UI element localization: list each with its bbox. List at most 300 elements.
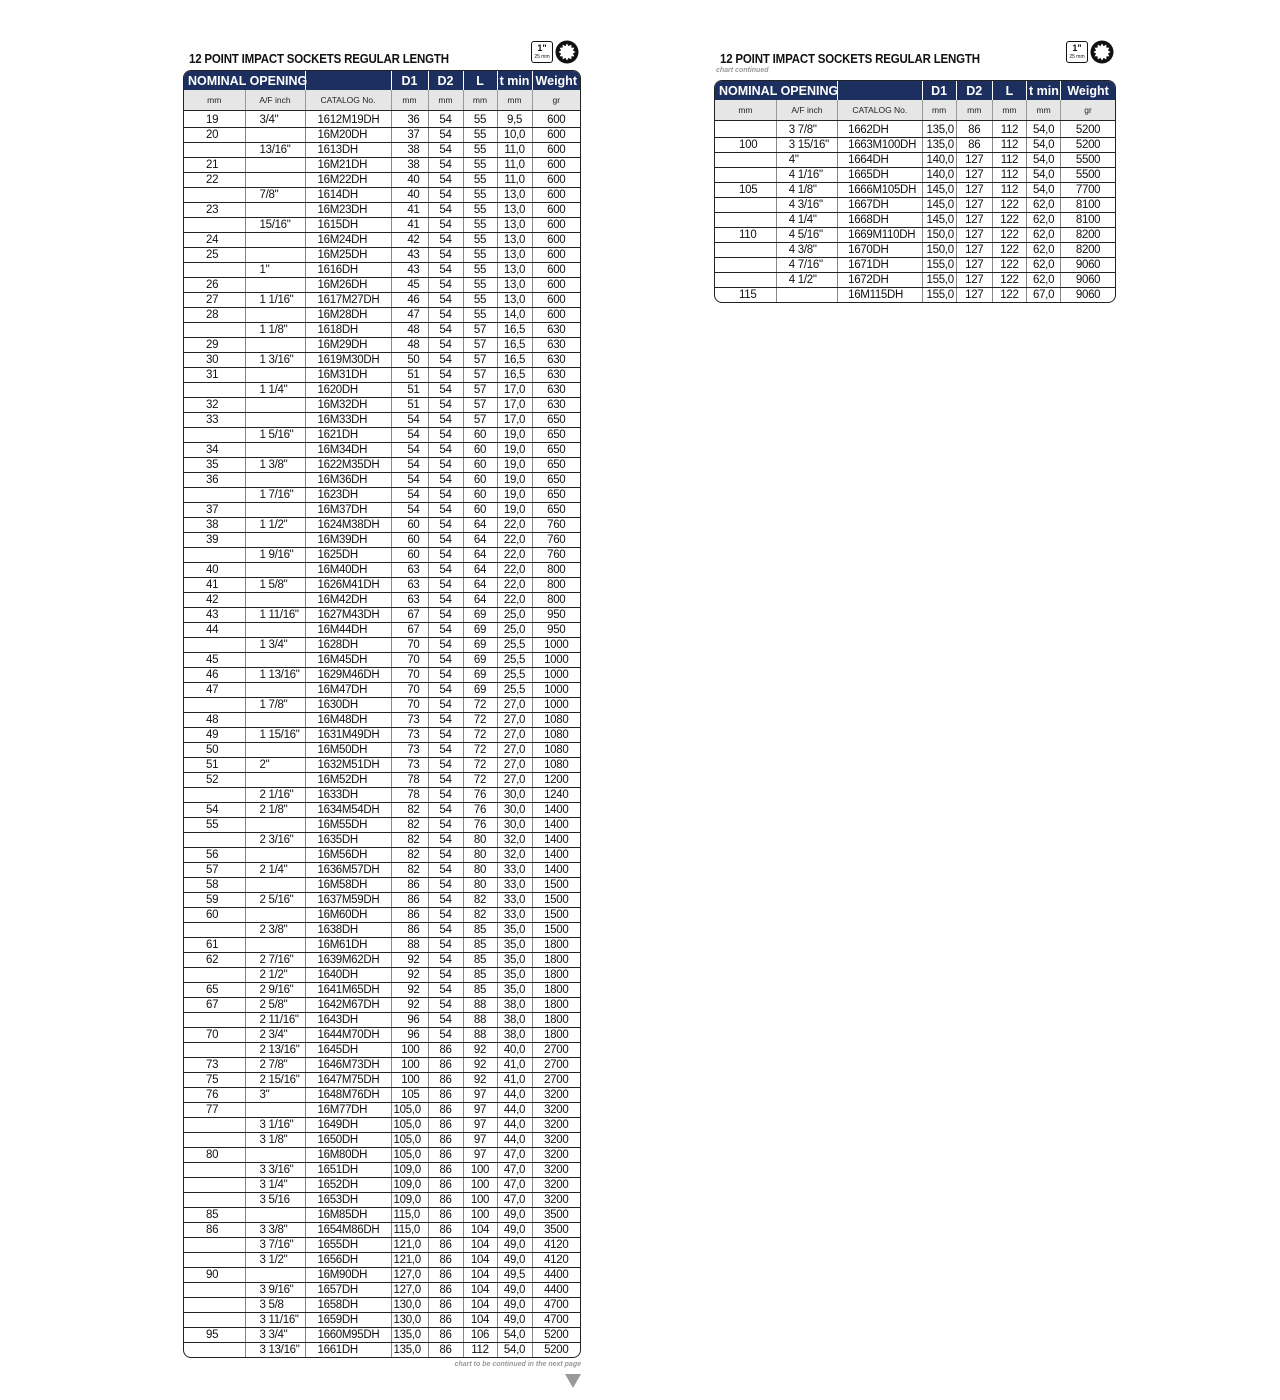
cell-tmin: 17,0 — [497, 397, 532, 412]
table-row — [184, 937, 580, 952]
cell-mm — [184, 1117, 245, 1132]
cell-d1: 47 — [391, 307, 428, 322]
cell-d1: 109,0 — [391, 1192, 428, 1207]
cell-tmin: 33,0 — [497, 862, 532, 877]
cell-af-inch — [245, 127, 305, 142]
cell-l: 82 — [463, 892, 497, 907]
cell-catalog-no: 16M28DH — [305, 307, 391, 322]
table-row — [184, 262, 580, 277]
cell-catalog-no: 16M23DH — [305, 202, 391, 217]
table-row — [184, 1222, 580, 1237]
cell-weight: 4120 — [532, 1252, 580, 1267]
cell-af-inch: 2 1/2" — [245, 967, 305, 982]
cell-af-inch: 3 9/16" — [245, 1282, 305, 1297]
cell-l: 57 — [463, 382, 497, 397]
cell-d2: 54 — [428, 427, 463, 442]
cell-catalog-no: 1631M49DH — [305, 727, 391, 742]
cell-l: 76 — [463, 802, 497, 817]
cell-catalog-no: 1659DH — [305, 1312, 391, 1327]
cell-weight: 1400 — [532, 802, 580, 817]
table-row — [184, 142, 580, 157]
cell-catalog-no: 1658DH — [305, 1297, 391, 1312]
cell-catalog-no: 1618DH — [305, 322, 391, 337]
cell-l: 80 — [463, 877, 497, 892]
cell-tmin: 54,0 — [1027, 120, 1061, 137]
cell-d2: 86 — [428, 1162, 463, 1177]
cell-l: 55 — [463, 142, 497, 157]
cell-l: 72 — [463, 697, 497, 712]
cell-d2: 54 — [428, 997, 463, 1012]
cell-af-inch — [245, 472, 305, 487]
cell-l: 92 — [463, 1042, 497, 1057]
cell-catalog-no: 1623DH — [305, 487, 391, 502]
header-nominal-opening: NOMINAL OPENING — [715, 81, 838, 100]
cell-d1: 43 — [391, 247, 428, 262]
cell-af-inch — [245, 712, 305, 727]
cell-af-inch: 1 9/16" — [245, 547, 305, 562]
cell-d2: 54 — [428, 352, 463, 367]
cell-tmin: 22,0 — [497, 592, 532, 607]
cell-d2: 54 — [428, 517, 463, 532]
cell-tmin: 54,0 — [1027, 137, 1061, 152]
cell-tmin: 44,0 — [497, 1102, 532, 1117]
cell-d1: 82 — [391, 847, 428, 862]
table-row — [184, 1057, 580, 1072]
header-tmin: t min — [1027, 81, 1061, 100]
cell-d2: 54 — [428, 532, 463, 547]
cell-af-inch — [245, 622, 305, 637]
cell-d1: 88 — [391, 937, 428, 952]
cell-catalog-no: 16M40DH — [305, 562, 391, 577]
cell-mm — [184, 1177, 245, 1192]
cell-d1: 54 — [391, 412, 428, 427]
cell-catalog-no: 16M58DH — [305, 877, 391, 892]
cell-d2: 54 — [428, 952, 463, 967]
cell-weight: 4400 — [532, 1267, 580, 1282]
cell-mm: 51 — [184, 757, 245, 772]
cell-catalog-no: 1670DH — [838, 242, 922, 257]
cell-weight: 650 — [532, 442, 580, 457]
cell-tmin: 41,0 — [497, 1057, 532, 1072]
cell-af-inch: 2 3/16" — [245, 832, 305, 847]
cell-d1: 78 — [391, 787, 428, 802]
cell-mm: 25 — [184, 247, 245, 262]
cell-catalog-no: 16M85DH — [305, 1207, 391, 1222]
cell-catalog-no: 1619M30DH — [305, 352, 391, 367]
drive-metric-label: 25 mm — [1069, 54, 1085, 60]
cell-d2: 86 — [428, 1087, 463, 1102]
cell-af-inch: 4" — [776, 152, 837, 167]
table-row — [184, 637, 580, 652]
cell-mm: 85 — [184, 1207, 245, 1222]
cell-mm: 105 — [715, 182, 776, 197]
cell-mm — [715, 257, 776, 272]
table-row — [184, 217, 580, 232]
cell-af-inch: 3 11/16" — [245, 1312, 305, 1327]
cell-mm: 67 — [184, 997, 245, 1012]
cell-d2: 127 — [956, 272, 992, 287]
cell-catalog-no: 16M77DH — [305, 1102, 391, 1117]
cell-l: 100 — [463, 1207, 497, 1222]
cell-l: 100 — [463, 1177, 497, 1192]
table-row — [184, 382, 580, 397]
cell-tmin: 13,0 — [497, 217, 532, 232]
table-row — [184, 127, 580, 142]
cell-weight: 650 — [532, 427, 580, 442]
table-row — [184, 622, 580, 637]
cell-weight: 5500 — [1061, 167, 1115, 182]
cell-mm: 20 — [184, 127, 245, 142]
cell-weight: 1400 — [532, 847, 580, 862]
cell-mm: 115 — [715, 287, 776, 302]
cell-catalog-no: 1653DH — [305, 1192, 391, 1207]
table-row — [715, 167, 1115, 182]
cell-af-inch: 1 1/2" — [245, 517, 305, 532]
cell-d1: 86 — [391, 877, 428, 892]
table-row — [184, 1027, 580, 1042]
cell-d1: 140,0 — [922, 152, 956, 167]
cell-l: 55 — [463, 187, 497, 202]
cell-tmin: 62,0 — [1027, 257, 1061, 272]
cell-weight: 3500 — [532, 1207, 580, 1222]
cell-weight: 950 — [532, 622, 580, 637]
table-row — [184, 277, 580, 292]
cell-d2: 86 — [428, 1207, 463, 1222]
table-row — [184, 322, 580, 337]
table-row — [184, 682, 580, 697]
header-weight: Weight — [1061, 81, 1115, 100]
cell-d1: 121,0 — [391, 1237, 428, 1252]
cell-l: 104 — [463, 1222, 497, 1237]
cell-l: 104 — [463, 1312, 497, 1327]
cell-d2: 54 — [428, 322, 463, 337]
cell-weight: 630 — [532, 367, 580, 382]
cell-l: 85 — [463, 937, 497, 952]
table-row — [184, 727, 580, 742]
cell-catalog-no: 16M55DH — [305, 817, 391, 832]
cell-tmin: 19,0 — [497, 427, 532, 442]
cell-catalog-no: 1652DH — [305, 1177, 391, 1192]
socket-table — [183, 70, 581, 1358]
cell-d1: 86 — [391, 922, 428, 937]
cell-tmin: 13,0 — [497, 262, 532, 277]
cell-af-inch: 13/16" — [245, 142, 305, 157]
cell-weight: 800 — [532, 577, 580, 592]
cell-d2: 54 — [428, 712, 463, 727]
cell-d1: 109,0 — [391, 1162, 428, 1177]
cell-mm: 100 — [715, 137, 776, 152]
cell-d2: 86 — [428, 1222, 463, 1237]
table-row — [184, 1087, 580, 1102]
cell-tmin: 19,0 — [497, 487, 532, 502]
cell-d2: 86 — [428, 1342, 463, 1357]
cell-af-inch — [245, 397, 305, 412]
cell-d2: 54 — [428, 892, 463, 907]
cell-d1: 105,0 — [391, 1147, 428, 1162]
cell-weight: 2700 — [532, 1072, 580, 1087]
header-d1: D1 — [922, 81, 956, 100]
cell-tmin: 49,0 — [497, 1297, 532, 1312]
cell-weight: 3200 — [532, 1102, 580, 1117]
cell-mm: 32 — [184, 397, 245, 412]
cell-mm — [184, 1312, 245, 1327]
cell-weight: 3200 — [532, 1162, 580, 1177]
cell-d2: 54 — [428, 457, 463, 472]
cell-catalog-no: 1664DH — [838, 152, 922, 167]
cell-l: 55 — [463, 292, 497, 307]
cell-d1: 63 — [391, 577, 428, 592]
cell-catalog-no: 16M50DH — [305, 742, 391, 757]
table-row — [184, 577, 580, 592]
cell-mm — [184, 1282, 245, 1297]
cell-d1: 38 — [391, 142, 428, 157]
table-row — [184, 817, 580, 832]
cell-weight: 630 — [532, 397, 580, 412]
cell-l: 64 — [463, 532, 497, 547]
cell-l: 55 — [463, 127, 497, 142]
cell-d2: 54 — [428, 652, 463, 667]
table-row — [184, 1342, 580, 1357]
cell-weight: 600 — [532, 202, 580, 217]
cell-d2: 54 — [428, 562, 463, 577]
table-row — [184, 1042, 580, 1057]
cell-d1: 86 — [391, 907, 428, 922]
header-nominal-opening: NOMINAL OPENING — [184, 71, 305, 90]
cell-l: 69 — [463, 622, 497, 637]
cell-d1: 86 — [391, 892, 428, 907]
table-row — [184, 412, 580, 427]
chart-header — [183, 38, 581, 68]
cell-af-inch: 3 15/16" — [776, 137, 837, 152]
table-row — [184, 442, 580, 457]
cell-d1: 40 — [391, 172, 428, 187]
unit-catalog: CATALOG No. — [305, 90, 391, 110]
table-row — [184, 1282, 580, 1297]
cell-mm — [715, 212, 776, 227]
cell-tmin: 16,5 — [497, 367, 532, 382]
cell-tmin: 62,0 — [1027, 227, 1061, 242]
cell-l: 64 — [463, 577, 497, 592]
table-row — [184, 712, 580, 727]
cell-tmin: 27,0 — [497, 712, 532, 727]
cell-af-inch — [245, 502, 305, 517]
cell-d1: 82 — [391, 832, 428, 847]
cell-d2: 54 — [428, 667, 463, 682]
cell-l: 80 — [463, 847, 497, 862]
cell-d2: 54 — [428, 217, 463, 232]
cell-d1: 100 — [391, 1072, 428, 1087]
drive-size-badge — [531, 41, 553, 63]
cell-mm: 61 — [184, 937, 245, 952]
cell-catalog-no: 1632M51DH — [305, 757, 391, 772]
socket-chart-panel — [183, 38, 581, 1368]
cell-af-inch: 3/4" — [245, 110, 305, 127]
socket-table-body — [715, 120, 1115, 302]
table-row — [715, 257, 1115, 272]
cell-tmin: 14,0 — [497, 307, 532, 322]
table-row — [184, 607, 580, 622]
cell-weight: 1400 — [532, 817, 580, 832]
cell-weight: 1800 — [532, 952, 580, 967]
unit-d2: mm — [956, 100, 992, 120]
cell-af-inch: 3 13/16" — [245, 1342, 305, 1357]
cell-weight: 800 — [532, 562, 580, 577]
table-row — [184, 1327, 580, 1342]
cell-tmin: 32,0 — [497, 847, 532, 862]
unit-weight: gr — [1061, 100, 1115, 120]
cell-mm — [184, 1252, 245, 1267]
cell-l: 112 — [463, 1342, 497, 1357]
cell-tmin: 19,0 — [497, 457, 532, 472]
cell-tmin: 11,0 — [497, 157, 532, 172]
header-l: L — [992, 81, 1026, 100]
table-row — [184, 1117, 580, 1132]
cell-mm: 34 — [184, 442, 245, 457]
cell-d1: 135,0 — [922, 120, 956, 137]
table-row — [715, 242, 1115, 257]
cell-weight: 1400 — [532, 862, 580, 877]
cell-d2: 54 — [428, 742, 463, 757]
cell-tmin: 27,0 — [497, 742, 532, 757]
cell-tmin: 13,0 — [497, 292, 532, 307]
cell-weight: 600 — [532, 127, 580, 142]
cell-weight: 630 — [532, 337, 580, 352]
table-row — [715, 137, 1115, 152]
cell-mm: 50 — [184, 742, 245, 757]
unit-l: mm — [463, 90, 497, 110]
cell-d1: 50 — [391, 352, 428, 367]
cell-weight: 630 — [532, 352, 580, 367]
cell-d2: 54 — [428, 772, 463, 787]
cell-l: 122 — [992, 197, 1026, 212]
cell-tmin: 49,0 — [497, 1312, 532, 1327]
cell-l: 57 — [463, 337, 497, 352]
cell-tmin: 33,0 — [497, 892, 532, 907]
cell-d2: 54 — [428, 232, 463, 247]
cell-l: 85 — [463, 952, 497, 967]
cell-af-inch: 1 7/16" — [245, 487, 305, 502]
socket-table-body — [184, 110, 580, 1357]
chart-title: 12 POINT IMPACT SOCKETS REGULAR LENGTH — [189, 52, 449, 66]
cell-d1: 51 — [391, 367, 428, 382]
cell-l: 97 — [463, 1117, 497, 1132]
cell-l: 72 — [463, 727, 497, 742]
cell-l: 106 — [463, 1327, 497, 1342]
cell-af-inch — [245, 367, 305, 382]
cell-mm: 46 — [184, 667, 245, 682]
cell-af-inch: 3 7/16" — [245, 1237, 305, 1252]
table-row — [184, 1237, 580, 1252]
cell-af-inch: 1 15/16" — [245, 727, 305, 742]
cell-catalog-no: 1640DH — [305, 967, 391, 982]
cell-weight: 3200 — [532, 1147, 580, 1162]
cell-tmin: 11,0 — [497, 172, 532, 187]
cell-d2: 86 — [956, 137, 992, 152]
cell-d2: 54 — [428, 307, 463, 322]
cell-d2: 54 — [428, 862, 463, 877]
cell-d1: 70 — [391, 682, 428, 697]
cell-weight: 8100 — [1061, 212, 1115, 227]
cell-d2: 86 — [428, 1297, 463, 1312]
cell-d2: 54 — [428, 832, 463, 847]
cell-catalog-no: 1645DH — [305, 1042, 391, 1057]
drive-size-label: 1" — [537, 43, 547, 53]
cell-d1: 127,0 — [391, 1282, 428, 1297]
cell-tmin: 19,0 — [497, 442, 532, 457]
cell-tmin: 22,0 — [497, 547, 532, 562]
cell-mm — [184, 487, 245, 502]
cell-af-inch: 1 1/4" — [245, 382, 305, 397]
cell-catalog-no: 1657DH — [305, 1282, 391, 1297]
cell-l: 85 — [463, 967, 497, 982]
cell-mm — [184, 1162, 245, 1177]
cell-l: 76 — [463, 787, 497, 802]
table-row — [184, 247, 580, 262]
cell-af-inch — [245, 247, 305, 262]
cell-af-inch — [245, 937, 305, 952]
cell-tmin: 35,0 — [497, 967, 532, 982]
cell-l: 60 — [463, 487, 497, 502]
cell-d2: 86 — [428, 1252, 463, 1267]
cell-l: 55 — [463, 262, 497, 277]
cell-l: 72 — [463, 742, 497, 757]
cell-af-inch: 4 5/16" — [776, 227, 837, 242]
cell-af-inch: 3 7/8" — [776, 120, 837, 137]
cell-d1: 73 — [391, 757, 428, 772]
cell-d2: 54 — [428, 877, 463, 892]
cell-weight: 4700 — [532, 1312, 580, 1327]
cell-d2: 86 — [428, 1327, 463, 1342]
cell-catalog-no: 16M56DH — [305, 847, 391, 862]
cell-tmin: 30,0 — [497, 787, 532, 802]
cell-catalog-no: 1672DH — [838, 272, 922, 287]
cell-l: 55 — [463, 247, 497, 262]
cell-weight: 600 — [532, 110, 580, 127]
cell-weight: 1800 — [532, 1027, 580, 1042]
cell-catalog-no: 1627M43DH — [305, 607, 391, 622]
cell-l: 122 — [992, 257, 1026, 272]
cell-d2: 127 — [956, 182, 992, 197]
cell-d1: 82 — [391, 802, 428, 817]
table-row — [184, 1297, 580, 1312]
cell-catalog-no: 1654M86DH — [305, 1222, 391, 1237]
cell-tmin: 54,0 — [1027, 152, 1061, 167]
cell-af-inch: 4 3/16" — [776, 197, 837, 212]
header-d2: D2 — [956, 81, 992, 100]
cell-af-inch: 2 11/16" — [245, 1012, 305, 1027]
cell-d1: 38 — [391, 157, 428, 172]
cell-weight: 3200 — [532, 1132, 580, 1147]
cell-mm — [184, 1132, 245, 1147]
cell-af-inch: 2 7/16" — [245, 952, 305, 967]
cell-mm — [184, 967, 245, 982]
cell-d2: 54 — [428, 442, 463, 457]
cell-d1: 135,0 — [922, 137, 956, 152]
cell-weight: 9060 — [1061, 257, 1115, 272]
cell-l: 100 — [463, 1162, 497, 1177]
cell-d2: 86 — [956, 120, 992, 137]
cell-catalog-no: 1663M100DH — [838, 137, 922, 152]
cell-l: 55 — [463, 232, 497, 247]
cell-d1: 155,0 — [922, 257, 956, 272]
cell-af-inch: 3 3/4" — [245, 1327, 305, 1342]
drive-size-label: 1" — [1072, 43, 1082, 53]
cell-tmin: 35,0 — [497, 922, 532, 937]
cell-l: 55 — [463, 157, 497, 172]
cell-d1: 67 — [391, 607, 428, 622]
cell-tmin: 62,0 — [1027, 197, 1061, 212]
table-row — [184, 847, 580, 862]
